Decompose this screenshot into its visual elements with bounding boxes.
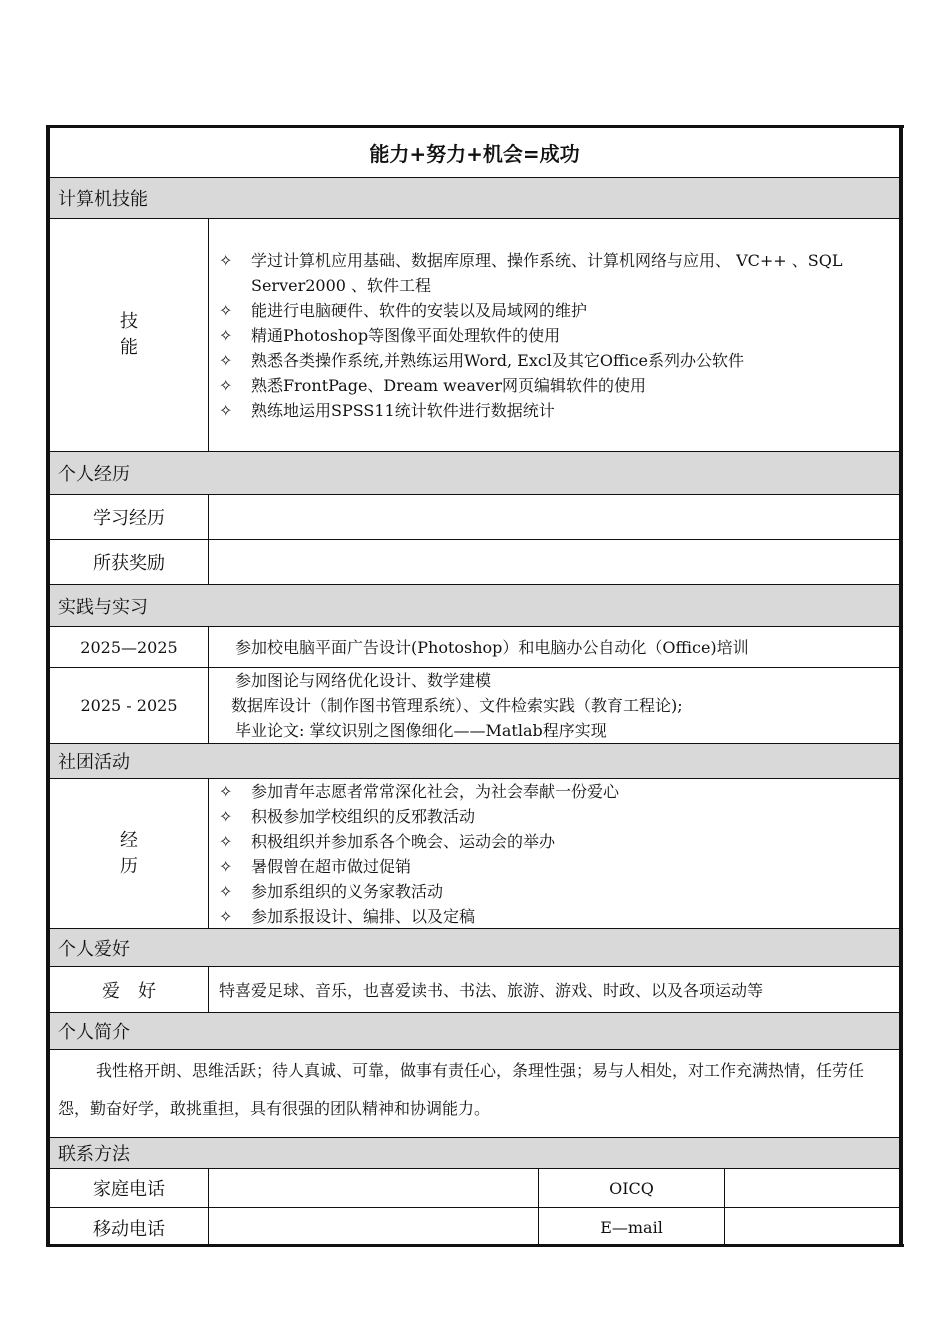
- section-intro: [50, 1013, 899, 1050]
- club-label: [50, 779, 209, 928]
- diamond-bullet-icon: ✧: [219, 376, 233, 395]
- table-border-right: [899, 125, 903, 1247]
- skills-label: [50, 219, 209, 451]
- list-item: ✧ 熟练地运用SPSS11统计软件进行数据统计: [219, 398, 899, 423]
- list-item: ✧ 能进行电脑硬件、软件的安装以及局域网的维护: [219, 298, 899, 323]
- email-value: [725, 1208, 899, 1247]
- practice-details: 参加校电脑平面广告设计(Photoshop）和电脑办公自动化（Office)培训: [235, 637, 749, 657]
- section-label: 个人爱好: [58, 938, 130, 960]
- list-item: ✧ 积极组织并参加系各个晚会、运动会的举办: [219, 829, 899, 854]
- section-label: 个人经历: [58, 464, 130, 485]
- hobby-label: 爱 好: [50, 967, 209, 1012]
- skills-list-cell: [209, 219, 899, 451]
- mobile-phone-label: 移动电话: [50, 1208, 209, 1247]
- contact-row: [50, 1208, 899, 1247]
- section-club-activities: [50, 744, 899, 779]
- section-label: 计算机技能: [58, 189, 148, 210]
- practice-period: 2025—2025: [50, 627, 209, 667]
- contact-row: [50, 1169, 899, 1208]
- practice-details: 参加图论与网络优化设计、数学建模 数据库设计（制作图书管理系统）、文件检索实践（教育工程论); 毕业论文: 掌纹识别之图像细化——Matlab程序实现: [231, 671, 683, 740]
- list-item: ✧ 参加青年志愿者常常深化社会，为社会奉献一份爱心: [219, 779, 899, 804]
- section-practice: [50, 585, 899, 627]
- diamond-bullet-icon: ✧: [219, 857, 233, 876]
- awards-label: 所获奖励: [50, 540, 209, 584]
- diamond-bullet-icon: ✧: [219, 326, 233, 345]
- list-item: ✧ 参加系报设计、编排、以及定稿: [219, 904, 899, 929]
- club-list-cell: [209, 779, 899, 928]
- list-item: ✧ 熟悉各类操作系统,并熟练运用Word, Excl及其它Office系列办公软件: [219, 348, 899, 373]
- list-item: ✧ 积极参加学校组织的反邪教活动: [219, 804, 899, 829]
- club-activities-row: [50, 779, 899, 929]
- club-label-char: 历: [120, 855, 138, 877]
- list-item: ✧ 学过计算机应用基础、数据库原理、操作系统、计算机网络与应用、 VC++ 、SQL Server2000 、软件工程: [219, 248, 899, 298]
- section-label: 联系方法: [58, 1144, 130, 1165]
- resume-title-text: 能力+努力+机会=成功: [369, 142, 580, 166]
- oicq-value: [725, 1169, 899, 1207]
- skills-label-char: 能: [120, 337, 138, 358]
- list-item: ✧ 熟悉FrontPage、Dream weaver网页编辑软件的使用: [219, 373, 899, 398]
- education-row: [50, 495, 899, 540]
- email-label: E—mail: [539, 1208, 725, 1247]
- diamond-bullet-icon: ✧: [219, 907, 233, 926]
- list-item: ✧ 精通Photoshop等图像平面处理软件的使用: [219, 323, 899, 348]
- section-label: 实践与实习: [58, 596, 148, 618]
- awards-row: [50, 540, 899, 585]
- diamond-bullet-icon: ✧: [219, 301, 233, 320]
- section-label: 个人简介: [58, 1022, 130, 1043]
- diamond-bullet-icon: ✧: [219, 807, 233, 826]
- section-label: 社团活动: [58, 752, 130, 773]
- club-label-char: 经: [120, 829, 138, 851]
- practice-row: [50, 627, 899, 668]
- home-phone-label: 家庭电话: [50, 1169, 209, 1207]
- hobby-value: 特喜爱足球、音乐，也喜爱读书、书法、旅游、游戏、时政、以及各项运动等: [219, 981, 764, 1000]
- diamond-bullet-icon: ✧: [219, 251, 233, 270]
- diamond-bullet-icon: ✧: [219, 882, 233, 901]
- section-personal-experience: [50, 452, 899, 495]
- education-label: 学习经历: [50, 495, 209, 539]
- skills-list: [209, 248, 899, 423]
- practice-period: 2025 - 2025: [50, 668, 209, 743]
- diamond-bullet-icon: ✧: [219, 782, 233, 801]
- diamond-bullet-icon: ✧: [219, 401, 233, 420]
- resume-title: [50, 128, 899, 178]
- hobby-row: [50, 967, 899, 1013]
- list-item: ✧ 参加系组织的义务家教活动: [219, 879, 899, 904]
- section-contact: [50, 1138, 899, 1169]
- computer-skills-row: [50, 219, 899, 452]
- section-hobbies: [50, 929, 899, 967]
- diamond-bullet-icon: ✧: [219, 351, 233, 370]
- intro-row: [50, 1050, 899, 1138]
- mobile-phone-value: [209, 1208, 539, 1247]
- club-list: [209, 779, 899, 929]
- intro-text: 我性格开朗、思维活跃；待人真诚、可靠，做事有责任心，条理性强；易与人相处，对工作充满热情，任劳任怨，勤奋好学，敢挑重担，具有很强的团队精神和协调能力。: [58, 1061, 865, 1118]
- awards-value: [209, 540, 899, 584]
- education-value: [209, 495, 899, 539]
- section-computer-skills: [50, 178, 899, 219]
- skills-label-char: 技: [120, 311, 138, 332]
- table-border-bottom: [46, 1244, 904, 1247]
- oicq-label: OICQ: [539, 1169, 725, 1207]
- home-phone-value: [209, 1169, 539, 1207]
- practice-row: [50, 668, 899, 744]
- diamond-bullet-icon: ✧: [219, 832, 233, 851]
- list-item: ✧ 暑假曾在超市做过促销: [219, 854, 899, 879]
